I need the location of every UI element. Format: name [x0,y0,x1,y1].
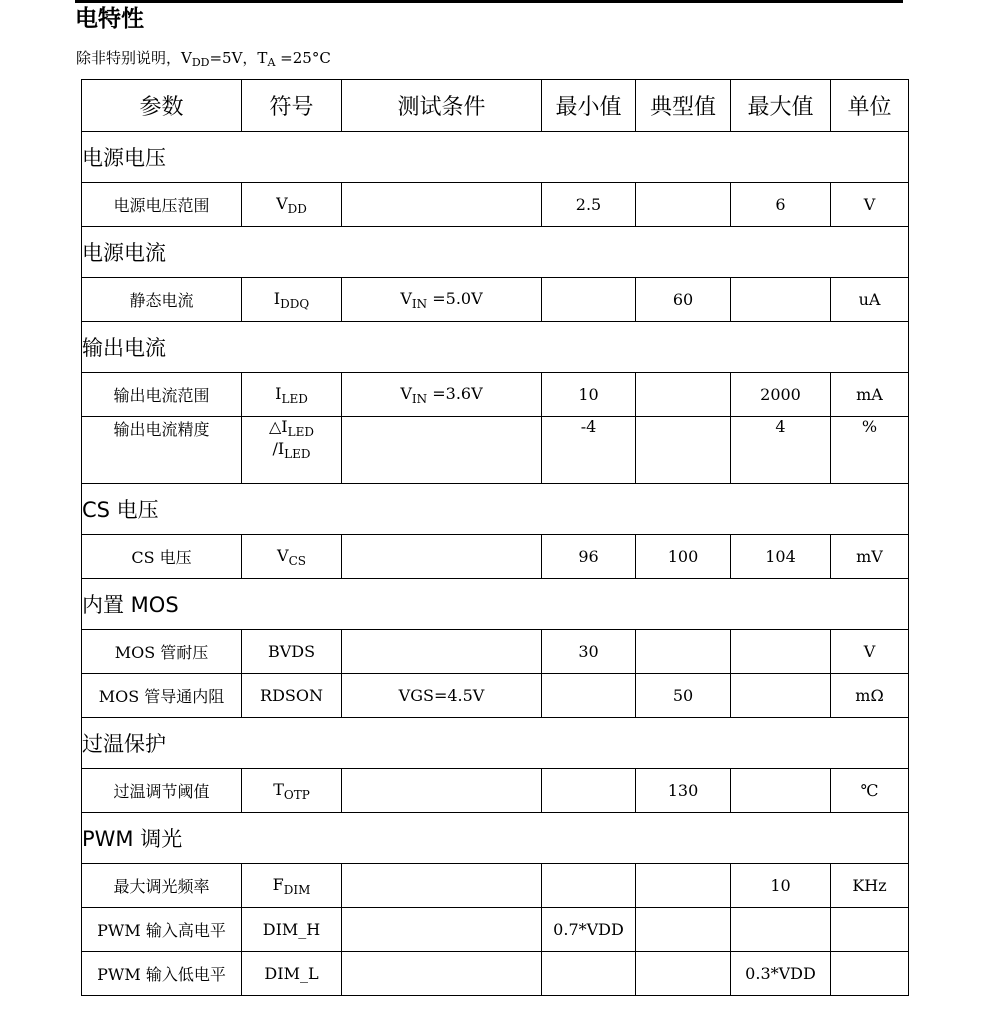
header-symbol: 符号 [242,80,342,132]
param-cell: CS 电压 [82,535,242,579]
max-cell: 10 [731,864,831,908]
symbol-main: I [275,383,282,403]
param-cell: 电源电压范围 [82,183,242,227]
table-row [82,417,909,484]
symbol-cell [242,278,342,322]
section-row [82,813,909,864]
table-row [82,183,909,227]
symbol-main-2: /I [272,439,285,458]
typ-cell [636,864,731,908]
table-row [82,769,909,813]
table-header-row [82,80,909,132]
section-title: 电源电流 [82,227,909,278]
typ-cell [636,908,731,952]
table-row [82,278,909,322]
section-row [82,484,909,535]
symbol-sub: CS [288,553,306,568]
condition-cell [342,674,542,718]
top-rule [75,0,903,3]
table-row [82,674,909,718]
header-min: 最小值 [542,80,636,132]
table-row [82,535,909,579]
condition-main: V [400,383,412,403]
table-row [82,908,909,952]
unit-cell: mA [831,373,909,417]
symbol-main: F [272,874,284,894]
param-cell: MOS 管耐压 [82,630,242,674]
condition-cell [342,183,542,227]
table-row [82,952,909,996]
header-unit: 单位 [831,80,909,132]
section-title: CS 电压 [82,484,909,535]
condition-cell [342,278,542,322]
section-title: 输出电流 [82,322,909,373]
header-max: 最大值 [731,80,831,132]
min-cell [542,864,636,908]
min-cell [542,674,636,718]
symbol-cell [242,864,342,908]
section-title: PWM 调光 [82,813,909,864]
section-row [82,579,909,630]
condition-cell [342,952,542,996]
unit-cell: % [831,417,909,484]
condition-main: V [400,288,412,308]
min-cell [542,769,636,813]
typ-cell [636,630,731,674]
condition-cell [342,908,542,952]
condition-cell [342,417,542,484]
max-cell [731,908,831,952]
symbol-cell [242,908,342,952]
min-cell: 2.5 [542,183,636,227]
condition-sub: IN [411,391,428,406]
symbol-main: DIM_H [262,920,321,939]
unit-cell: KHz [831,864,909,908]
condition-cell [342,630,542,674]
max-cell: 6 [731,183,831,227]
symbol-main: V [276,193,288,213]
unit-cell [831,908,909,952]
symbol-cell [242,535,342,579]
typ-cell [636,417,731,484]
condition-suffix: =5.0V [427,288,483,308]
min-cell: 0.7*VDD [542,908,636,952]
symbol-cell [242,674,342,718]
typ-cell: 50 [636,674,731,718]
typ-cell [636,183,731,227]
note-mid: =5V，T [209,49,268,67]
header-param: 参数 [82,80,242,132]
page-title: 电特性 [75,6,144,32]
symbol-sub: DDQ [280,296,310,311]
symbol-main: RDSON [260,686,323,705]
section-row [82,322,909,373]
symbol-main: T [273,779,284,799]
param-cell: 输出电流精度 [82,417,242,484]
symbol-cell [242,183,342,227]
unit-cell: mV [831,535,909,579]
param-cell: 静态电流 [82,278,242,322]
min-cell: 96 [542,535,636,579]
max-cell [731,278,831,322]
conditions-note [76,47,331,74]
symbol-cell [242,769,342,813]
condition-cell [342,864,542,908]
symbol-cell [242,630,342,674]
symbol-sub: LED [281,391,308,406]
typ-cell: 130 [636,769,731,813]
symbol-sub: DIM [283,882,311,897]
max-cell: 2000 [731,373,831,417]
condition-cell [342,373,542,417]
max-cell [731,769,831,813]
symbol-cell [242,417,342,484]
header-condition: 测试条件 [342,80,542,132]
param-cell: PWM 输入高电平 [82,908,242,952]
symbol-main: I [273,288,281,308]
param-cell: MOS 管导通内阻 [82,674,242,718]
symbol-cell [242,373,342,417]
param-cell: PWM 输入低电平 [82,952,242,996]
max-cell [731,630,831,674]
note-vdd-sub: DD [191,56,210,69]
electrical-characteristics-table [81,79,909,996]
min-cell: -4 [542,417,636,484]
note-suffix: =25°C [275,49,331,67]
symbol-sub-2: LED [284,447,311,461]
max-cell: 104 [731,535,831,579]
header-typ: 典型值 [636,80,731,132]
condition-cell [342,769,542,813]
condition-main: VGS=4.5V [398,686,485,705]
max-cell [731,674,831,718]
param-cell: 最大调光频率 [82,864,242,908]
typ-cell: 100 [636,535,731,579]
unit-cell: mΩ [831,674,909,718]
symbol-sub: OTP [283,787,310,802]
param-cell: 过温调节阈值 [82,769,242,813]
param-cell: 输出电流范围 [82,373,242,417]
min-cell: 10 [542,373,636,417]
condition-sub: IN [411,296,428,311]
symbol-sub: DD [287,201,307,216]
unit-cell: V [831,183,909,227]
section-title: 过温保护 [82,718,909,769]
note-prefix: 除非特别说明，V [76,49,192,67]
unit-cell [831,952,909,996]
typ-cell [636,373,731,417]
section-row [82,132,909,183]
condition-suffix: =3.6V [427,383,483,403]
note-ta-sub: A [267,56,276,69]
table-row [82,630,909,674]
max-cell: 4 [731,417,831,484]
section-title: 内置 MOS [82,579,909,630]
max-cell: 0.3*VDD [731,952,831,996]
symbol-main: △I [269,417,288,436]
min-cell [542,278,636,322]
min-cell: 30 [542,630,636,674]
condition-cell [342,535,542,579]
unit-cell: ℃ [831,769,909,813]
symbol-sub: LED [287,425,314,439]
symbol-main: DIM_L [264,964,319,983]
unit-cell: V [831,630,909,674]
symbol-cell [242,952,342,996]
unit-cell: uA [831,278,909,322]
table-row [82,864,909,908]
section-row [82,718,909,769]
typ-cell [636,952,731,996]
typ-cell: 60 [636,278,731,322]
section-title: 电源电压 [82,132,909,183]
symbol-main: BVDS [267,642,316,661]
min-cell [542,952,636,996]
table-row [82,373,909,417]
section-row [82,227,909,278]
symbol-main: V [277,545,289,565]
